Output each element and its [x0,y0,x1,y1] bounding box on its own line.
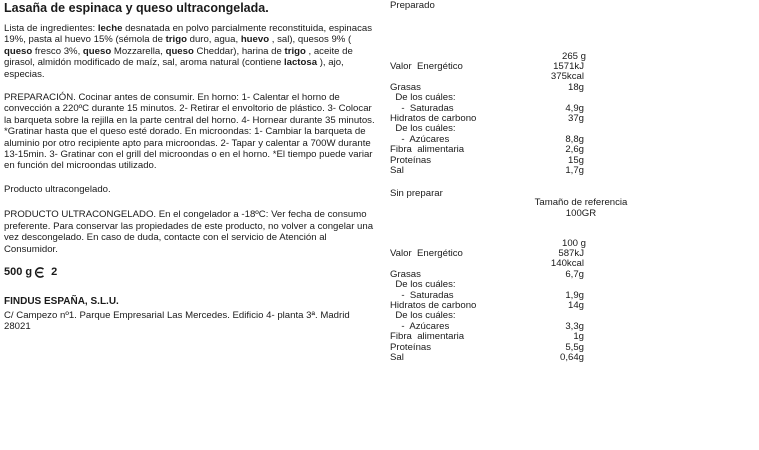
company-name: FINDUS ESPAÑA, S.L.U. [4,295,119,307]
nutrient-value: 15g [567,154,584,166]
nutrition-row [390,82,584,93]
allergen-word: trigo [165,34,187,46]
allergen-word: lactosa [283,57,318,69]
nutrition-row [390,342,584,353]
nutrient-value: 5,5g [565,341,584,353]
nutrition-row [390,269,584,280]
prepared-section-label: Preparado [390,0,435,11]
nutrition-row [390,103,584,114]
nutrient-label: Sal [390,165,404,176]
nutrient-value: 18g [567,81,584,93]
nutrient-value: 587kJ [558,248,584,259]
storage-instructions: PRODUCTO ULTRACONGELADO. En el congelador a -18ºC: Ver fecha de consumo preferente. Para conservar las propiedades de este producto, no volver a congelar una vez descongelado. En caso de duda, contacte con el servicio de Atención al Consumidor. [4,209,374,255]
allergen-word: leche [97,23,123,34]
nutrition-row [390,290,584,301]
unprepared-section-label: Sin preparar [390,188,443,199]
nutrient-value: 375kcal [550,71,584,83]
nutrient-label: De los cuáles: [390,92,456,104]
ingredients-text: Cheddar), harina de [193,45,285,57]
nutrient-label: De los cuáles: [390,310,456,322]
allergen-word: huevo [240,34,270,46]
ingredients-text: ), ajo, especias. [4,57,344,80]
nutrient-label: Valor Energético [390,248,463,259]
ingredients-text: fresco 3%, [32,45,83,57]
nutrient-label: Grasas [390,268,421,280]
nutrient-label: De los cuáles: [390,123,456,135]
nutrition-row [390,279,584,290]
nutrient-label: - Azúcares [396,320,450,332]
company-address: C/ Campezo nº1. Parque Empresarial Las Mercedes. Edificio 4- planta 3ª. Madrid 28021 [4,309,350,333]
nutrient-value: 1,7g [565,165,584,176]
nutrient-label: Fibra alimentaria [390,331,465,343]
nutrient-value: 0,64g [559,352,584,363]
nutrient-label: Fibra alimentaria [390,144,465,156]
nutrient-value: 1g [573,331,584,343]
nutrient-label: Sal [390,352,404,363]
nutrient-label: Valor Energético [390,61,463,72]
allergen-word: queso [165,45,194,57]
nutrient-value: 140kcal [550,258,584,270]
nutrient-value: 3,3g [565,320,584,332]
nutrition-row [390,165,584,176]
product-title: Lasaña de espinaca y queso ultracongelada. [4,1,269,15]
nutrition-row [390,248,584,259]
ingredients-text: Lista de ingredientes: [4,23,98,34]
ingredients-list [4,23,376,80]
nutrient-label: - Saturadas [396,289,454,301]
allergen-word: queso [82,45,112,57]
estimated-sign-icon [33,266,46,279]
allergen-word: queso [4,45,33,57]
product-info-column [4,0,376,333]
nutrient-value: 6,7g [565,268,584,280]
nutrition-row [390,321,584,332]
net-weight: 500 g [4,265,33,278]
ingredients-text: , sal), quesos 9% ( [269,34,352,46]
nutrition-row [390,331,584,342]
nutrient-label: - Azúcares [396,133,450,145]
nutrition-row [390,258,584,269]
nutrition-row [390,144,584,155]
ingredients-text: duro, agua, [186,34,241,46]
nutrient-label: Hidratos de carbono [390,300,477,311]
ingredients-text: Mozzarella, [111,45,166,57]
nutrition-row [390,92,584,103]
nutrient-value: 1,9g [565,289,584,301]
nutrient-label: De los cuáles: [390,279,456,291]
nutrient-value: 2,6g [565,144,584,156]
unprepared-reference-value: 100GR [565,208,597,219]
nutrition-row [390,113,584,124]
nutrition-row [390,310,584,321]
nutrient-label: Proteínas [390,154,432,166]
nutrient-label: Proteínas [390,341,432,353]
nutrition-row [390,134,584,145]
nutrition-row [390,300,584,311]
nutrient-value: 37g [567,113,584,124]
nutrition-row [390,71,584,82]
ingredients-text: , aceite de girasol, almidón modificado de maíz, sal, aroma natural (contiene [4,45,353,69]
nutrient-label: - Saturadas [396,102,454,114]
nutrient-label: Hidratos de carbono [390,113,477,124]
nutrient-value: 14g [567,300,584,311]
nutrition-row [390,352,584,363]
unprepared-reference: 100 g [561,238,586,249]
nutrient-value: 1571kJ [553,61,584,72]
nutrient-value: 8,8g [565,133,584,145]
prepared-reference: 265 g [561,51,586,62]
nutrition-row [390,123,584,134]
ingredients-text: desnatada en polvo parcialmente reconstituida, espinacas 19%, pasta al huevo 15% (sémola de [4,23,373,46]
nutrition-row [390,155,584,166]
portions-count: 2 [51,265,58,278]
net-weight-line [4,266,376,279]
product-type-note: Producto ultracongelado. [4,183,111,195]
nutrition-row [390,61,584,72]
nutrient-label: Grasas [390,81,421,93]
preparation-instructions: PREPARACIÓN. Cocinar antes de consumir. En horno: 1- Calentar el horno de convección a 220ºC durante 15 minutos. 2- Retirar el envoltorio de plástico. 3- Colocar la barqueta sobre la rejilla en la parte central del horno. 4- Hornear durante 35 minutos. *Gratinar hasta que el queso esté dorado. En microondas: 1- Cambiar la barqueta de aluminio por otro recipiente apto para microondas. 2- Tapar y calentar a 700W durante 13-15min. 3- Gratinar con el grill del microondas o en el horno. *El tiempo puede variar en función del microondas utilizado. [4,92,375,172]
unprepared-reference-title: Tamaño de referencia [534,197,628,208]
nutrient-value: 4,9g [565,102,584,114]
allergen-word: trigo [284,45,306,57]
